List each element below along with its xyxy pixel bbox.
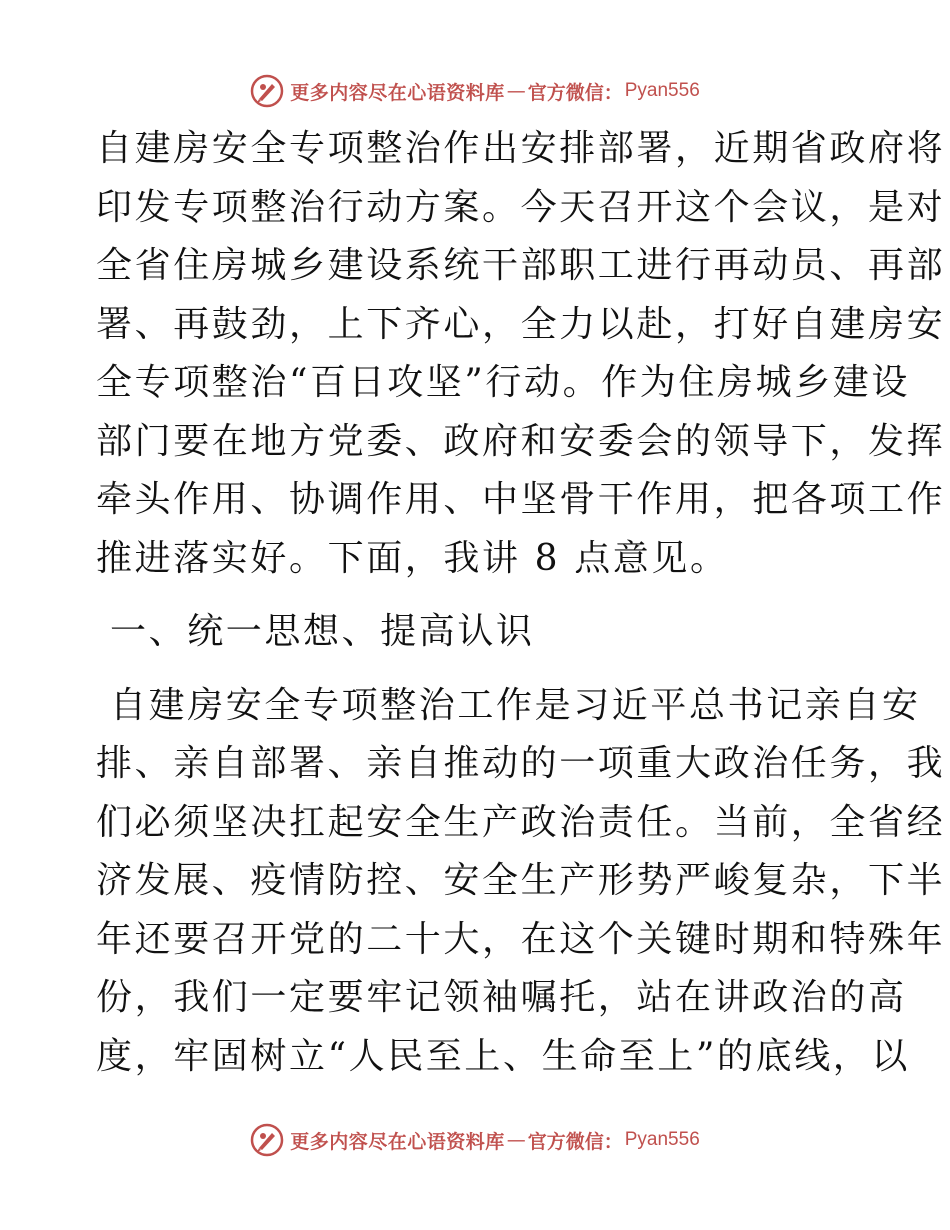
watermark-separator: —: [506, 80, 526, 102]
paragraph-section-1: [96, 677, 946, 1087]
watermark-text: 更多内容尽在心语资料库: [290, 81, 505, 104]
watermark-text: 更多内容尽在心语资料库: [290, 1130, 505, 1153]
section-heading: 一、统一思想、提高认识: [110, 611, 535, 652]
text-line: 自建房安全专项整治工作是习近平总书记亲自安: [110, 684, 921, 726]
text-line: 印发专项整治行动方案。今天召开这个会议，是对: [96, 186, 946, 228]
pen-logo-icon: [250, 74, 284, 108]
text-line: 署、再鼓劲，上下齐心，全力以赴，打好自建房安: [96, 303, 946, 345]
text-line: 排、亲自部署、亲自推动的一项重大政治任务，我: [96, 743, 946, 784]
text-line: 自建房安全专项整治作出安排部署，近期省政府将: [96, 128, 946, 169]
watermark-separator: —: [506, 1129, 526, 1151]
footer-watermark: [0, 1120, 950, 1160]
text-line: 年还要召开党的二十大，在这个关键时期和特殊年: [96, 918, 946, 960]
paragraph-intro: [96, 120, 946, 588]
text-line: 全省住房城乡建设系统干部职工进行再动员、再部: [96, 245, 946, 286]
text-line: 全专项整治“百日攻坚”行动。作为住房城乡建设: [96, 362, 911, 403]
document-body: [96, 120, 946, 1086]
text-line: 度，牢固树立“人民至上、生命至上”的底线，以: [96, 1035, 911, 1077]
text-line: 推进落实好。下面，我讲 8 点意见。: [96, 537, 729, 579]
text-line: 济发展、疫情防控、安全生产形势严峻复杂，下半: [96, 860, 946, 901]
pen-logo-icon: [250, 1123, 284, 1157]
text-line: 牵头作用、协调作用、中坚骨干作用，把各项工作: [96, 479, 946, 520]
watermark-wechat-id: Pyan556: [624, 80, 700, 101]
watermark-label: 官方微信：: [527, 81, 623, 104]
text-line: 们必须坚决扛起安全生产政治责任。当前，全省经: [96, 801, 946, 843]
watermark-wechat-id: Pyan556: [624, 1129, 700, 1150]
text-line: 份，我们一定要牢记领袖嘱托，站在讲政治的高: [96, 977, 907, 1018]
header-watermark: [0, 71, 950, 111]
watermark-label: 官方微信：: [527, 1130, 623, 1153]
text-line: 部门要在地方党委、政府和安委会的领导下，发挥: [96, 420, 946, 462]
